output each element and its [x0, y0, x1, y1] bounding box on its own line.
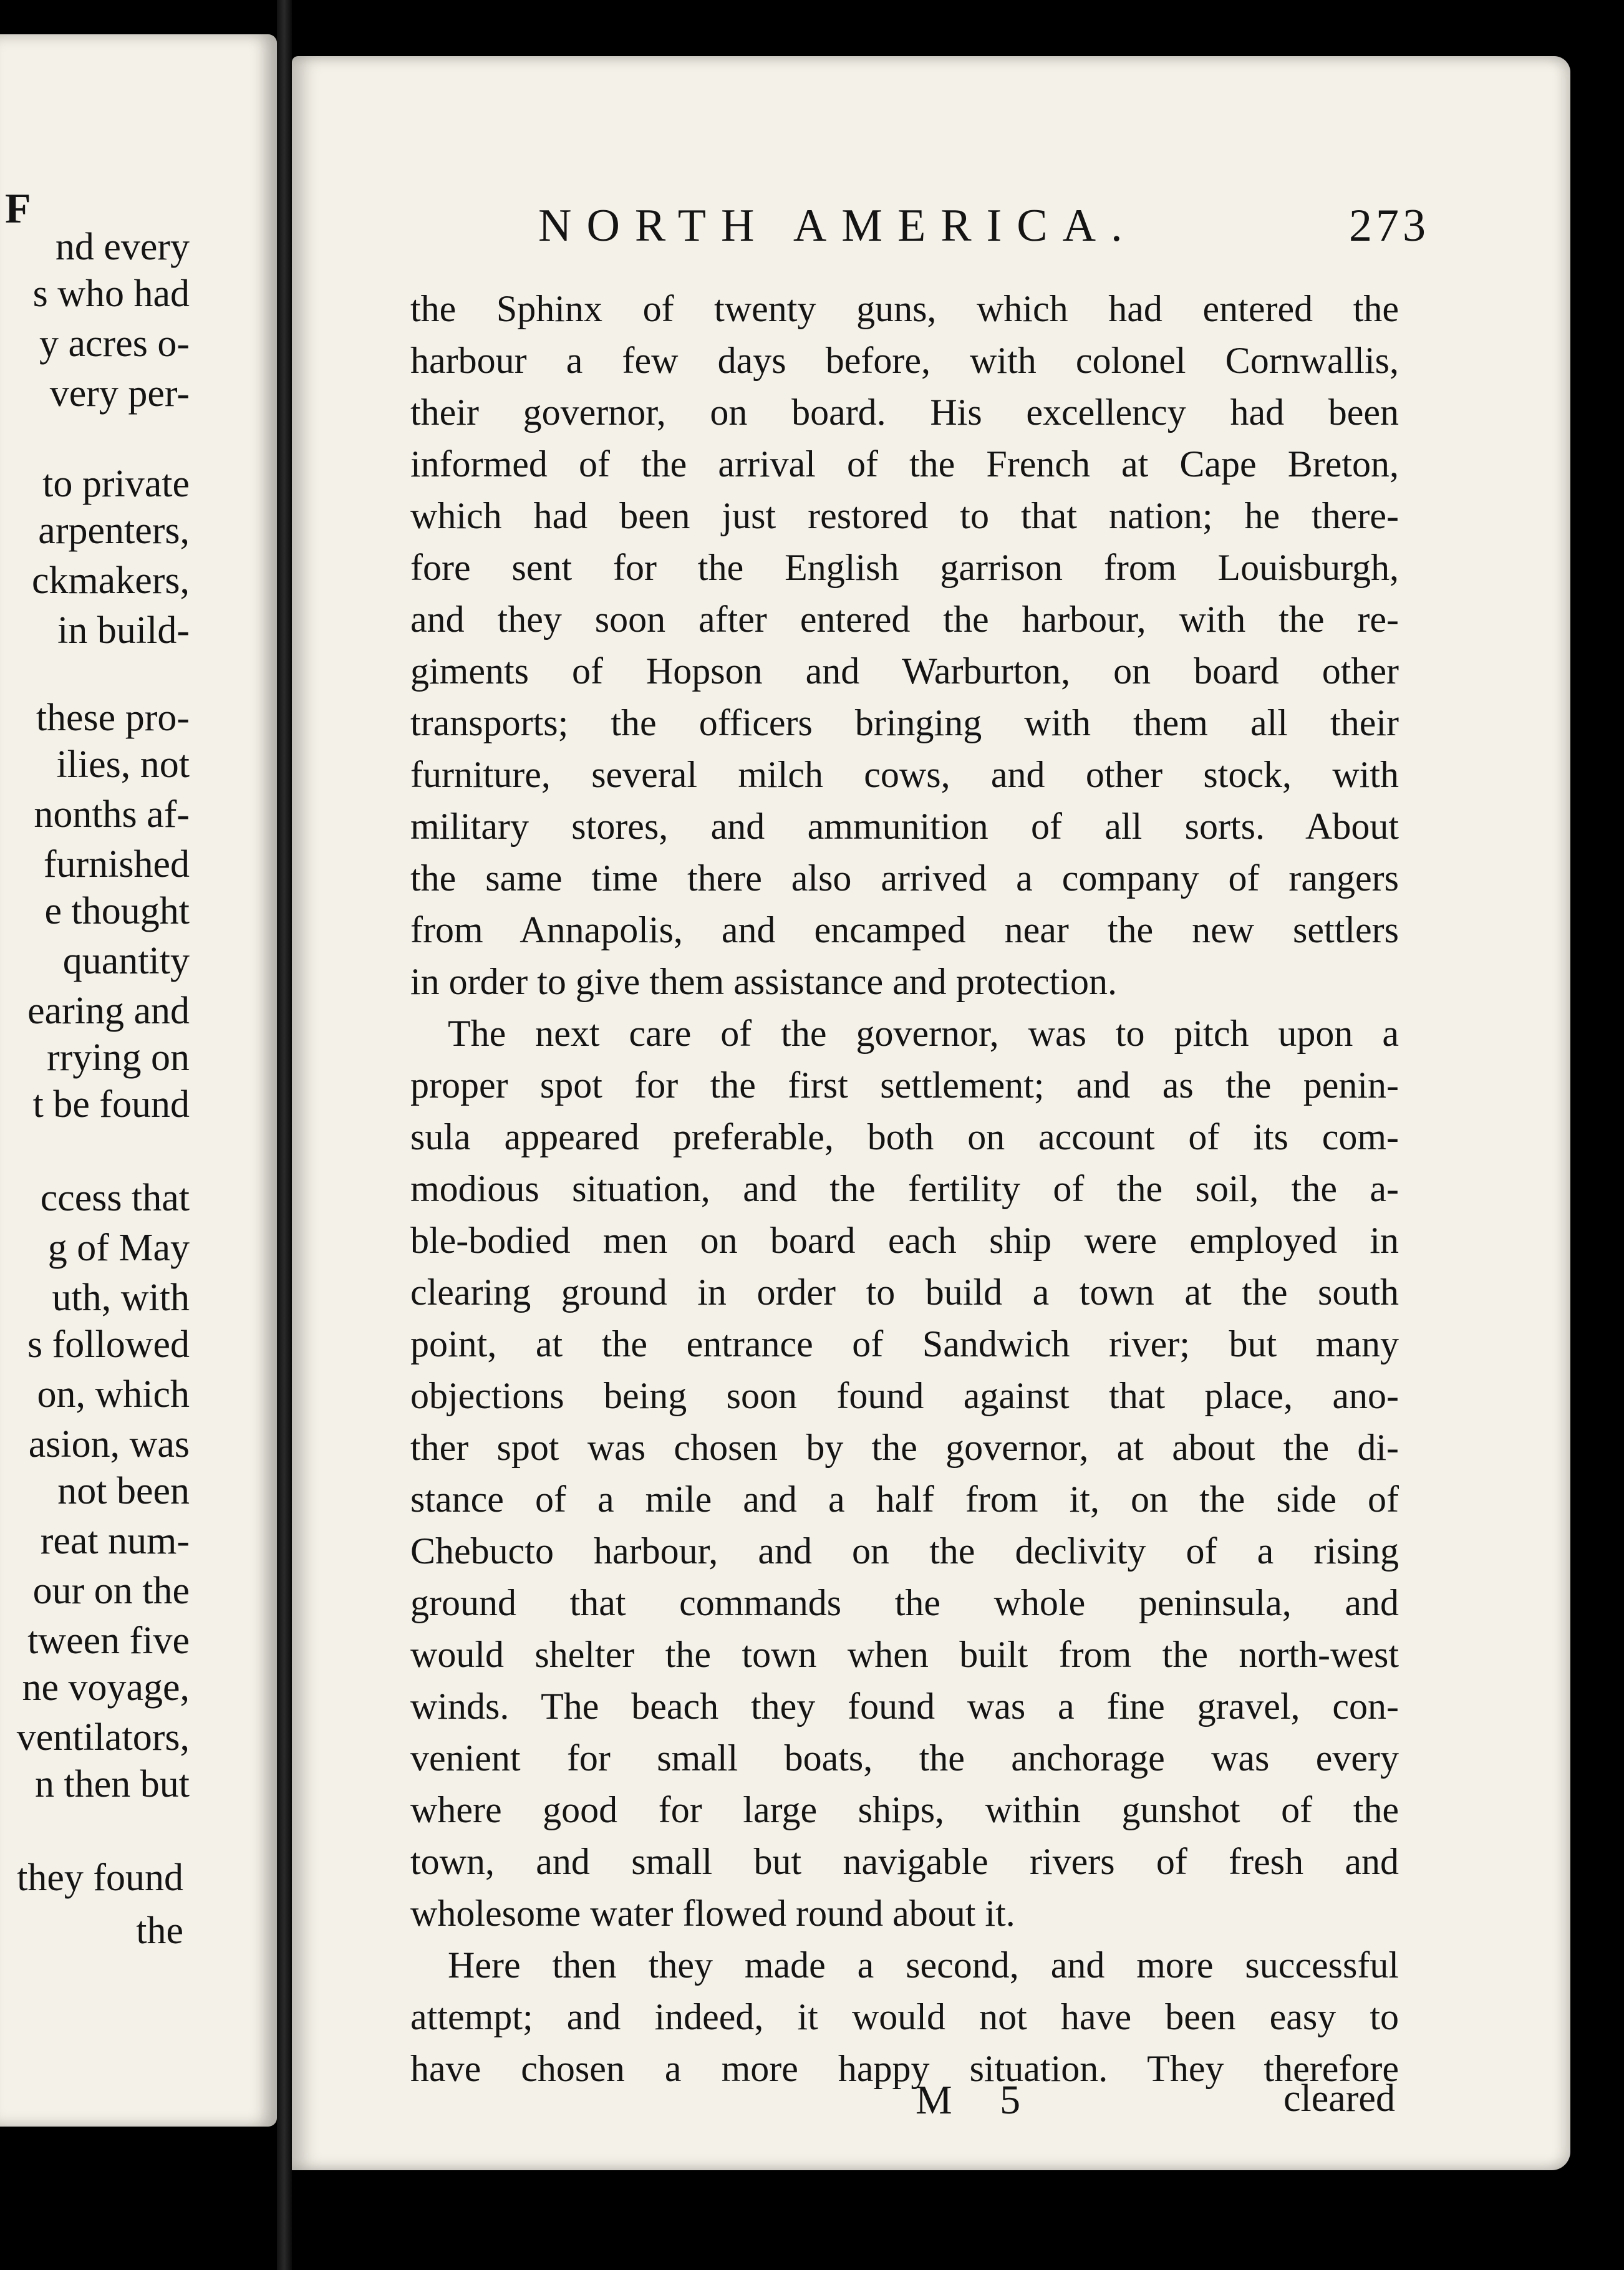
body-line: the same time there also arrived a company of rangers [410, 857, 1399, 899]
left-page-text-fragments [0, 34, 277, 2127]
left-page-fragment: ne voyage, [22, 1666, 190, 1709]
left-page-fragment: the [136, 1910, 183, 1952]
body-line: furniture, several milch cows, and other stock, with [410, 754, 1399, 795]
left-page-fragment: s who had [32, 273, 190, 315]
left-page-fragment: to private [42, 463, 190, 505]
left-page-fragment: reat num- [40, 1520, 190, 1562]
left-page-fragment: uth, with [52, 1277, 190, 1319]
body-line: Chebucto harbour, and on the declivity of a rising [410, 1530, 1399, 1572]
body-line: ther spot was chosen by the governor, at about the di- [410, 1427, 1399, 1468]
body-line: ground that commands the whole peninsula, and [410, 1582, 1399, 1623]
left-page-fragment: e thought [44, 890, 190, 932]
body-line: attempt; and indeed, it would not have been easy to [410, 1996, 1399, 2037]
body-line: stance of a mile and a half from it, on the side of [410, 1479, 1399, 1520]
left-page-fragment: rrying on [46, 1036, 190, 1079]
catchword: cleared [1283, 2077, 1395, 2120]
left-page-fragment: in build- [57, 609, 190, 652]
book-gutter [277, 0, 292, 2270]
body-line: have chosen a more happy situation. They therefore [410, 2048, 1399, 2089]
body-line: fore sent for the English garrison from Louisburgh, [410, 547, 1399, 588]
body-line: sula appeared preferable, both on account of its com- [410, 1116, 1399, 1157]
body-line: informed of the arrival of the French at Cape Breton, [410, 443, 1399, 485]
body-line: Here then they made a second, and more successful [448, 1944, 1399, 1986]
left-page-fragment: tween five [27, 1620, 190, 1662]
body-line: and they soon after entered the harbour, with the re- [410, 599, 1399, 640]
left-page-fragment: nd every [55, 226, 190, 268]
left-page-fragment: ventilators, [16, 1716, 190, 1759]
body-line: winds. The beach they found was a fine gravel, con- [410, 1686, 1399, 1727]
left-page-fragment: ilies, not [56, 743, 190, 786]
left-page-fragment: t be found [32, 1083, 190, 1126]
body-text [410, 283, 1399, 2095]
left-page-fragment: n then but [35, 1763, 190, 1805]
body-line: clearing ground in order to build a town at the south [410, 1272, 1399, 1313]
left-page-fragment: they found [17, 1857, 183, 1899]
signature-mark: M 5 [916, 2077, 1040, 2123]
body-line: their governor, on board. His excellency had been [410, 392, 1399, 433]
body-line: proper spot for the first settlement; and as the penin- [410, 1065, 1399, 1106]
body-line: ble-bodied men on board each ship were employed in [410, 1220, 1399, 1261]
body-line: harbour a few days before, with colonel Cornwallis, [410, 340, 1399, 381]
body-line: transports; the officers bringing with them all their [410, 702, 1399, 743]
body-line: venient for small boats, the anchorage was every [410, 1737, 1399, 1779]
left-page-fragment: y acres o- [39, 322, 190, 365]
body-line: modious situation, and the fertility of the soil, the a- [410, 1168, 1399, 1209]
left-page-fragment: asion, was [28, 1423, 190, 1466]
body-line: where good for large ships, within gunshot of the [410, 1789, 1399, 1830]
left-page-fragment: earing and [27, 990, 190, 1032]
left-page-head-letter: F [5, 185, 31, 232]
left-page-fragment: our on the [32, 1570, 190, 1612]
body-line: which had been just restored to that nation; he there- [410, 495, 1399, 536]
right-page [292, 56, 1570, 2170]
left-page-fragment: ckmakers, [31, 559, 190, 602]
body-line: in order to give them assistance and protection. [410, 961, 1117, 1002]
left-page-fragment: quantity [62, 940, 190, 982]
body-line: wholesome water flowed round about it. [410, 1893, 1015, 1934]
body-line: from Annapolis, and encamped near the new settlers [410, 909, 1399, 950]
body-line: the Sphinx of twenty guns, which had entered the [410, 288, 1399, 329]
body-line: point, at the entrance of Sandwich river; but many [410, 1323, 1399, 1364]
left-page-fragment: not been [57, 1470, 190, 1512]
left-page-fragment: nonths af- [34, 793, 190, 836]
body-line: town, and small but navigable rivers of fresh and [410, 1841, 1399, 1882]
body-line: objections being soon found against that place, ano- [410, 1375, 1399, 1416]
left-page-fragment: arpenters, [38, 510, 190, 552]
left-page [0, 34, 277, 2127]
left-page-fragment: ccess that [40, 1177, 190, 1219]
running-head: NORTH AMERICA. [538, 200, 1138, 251]
body-line: The next care of the governor, was to pitch upon a [448, 1013, 1399, 1054]
left-page-fragment: very per- [49, 372, 190, 415]
left-page-fragment: furnished [43, 843, 190, 886]
body-line: military stores, and ammunition of all sorts. About [410, 806, 1399, 847]
body-line: would shelter the town when built from the north-west [410, 1634, 1399, 1675]
left-page-fragment: s followed [27, 1323, 190, 1366]
left-page-fragment: these pro- [36, 697, 190, 739]
left-page-fragment: on, which [37, 1373, 190, 1416]
page-number: 273 [1349, 200, 1429, 251]
left-page-fragment: g of May [47, 1227, 190, 1269]
body-line: giments of Hopson and Warburton, on board other [410, 650, 1399, 692]
